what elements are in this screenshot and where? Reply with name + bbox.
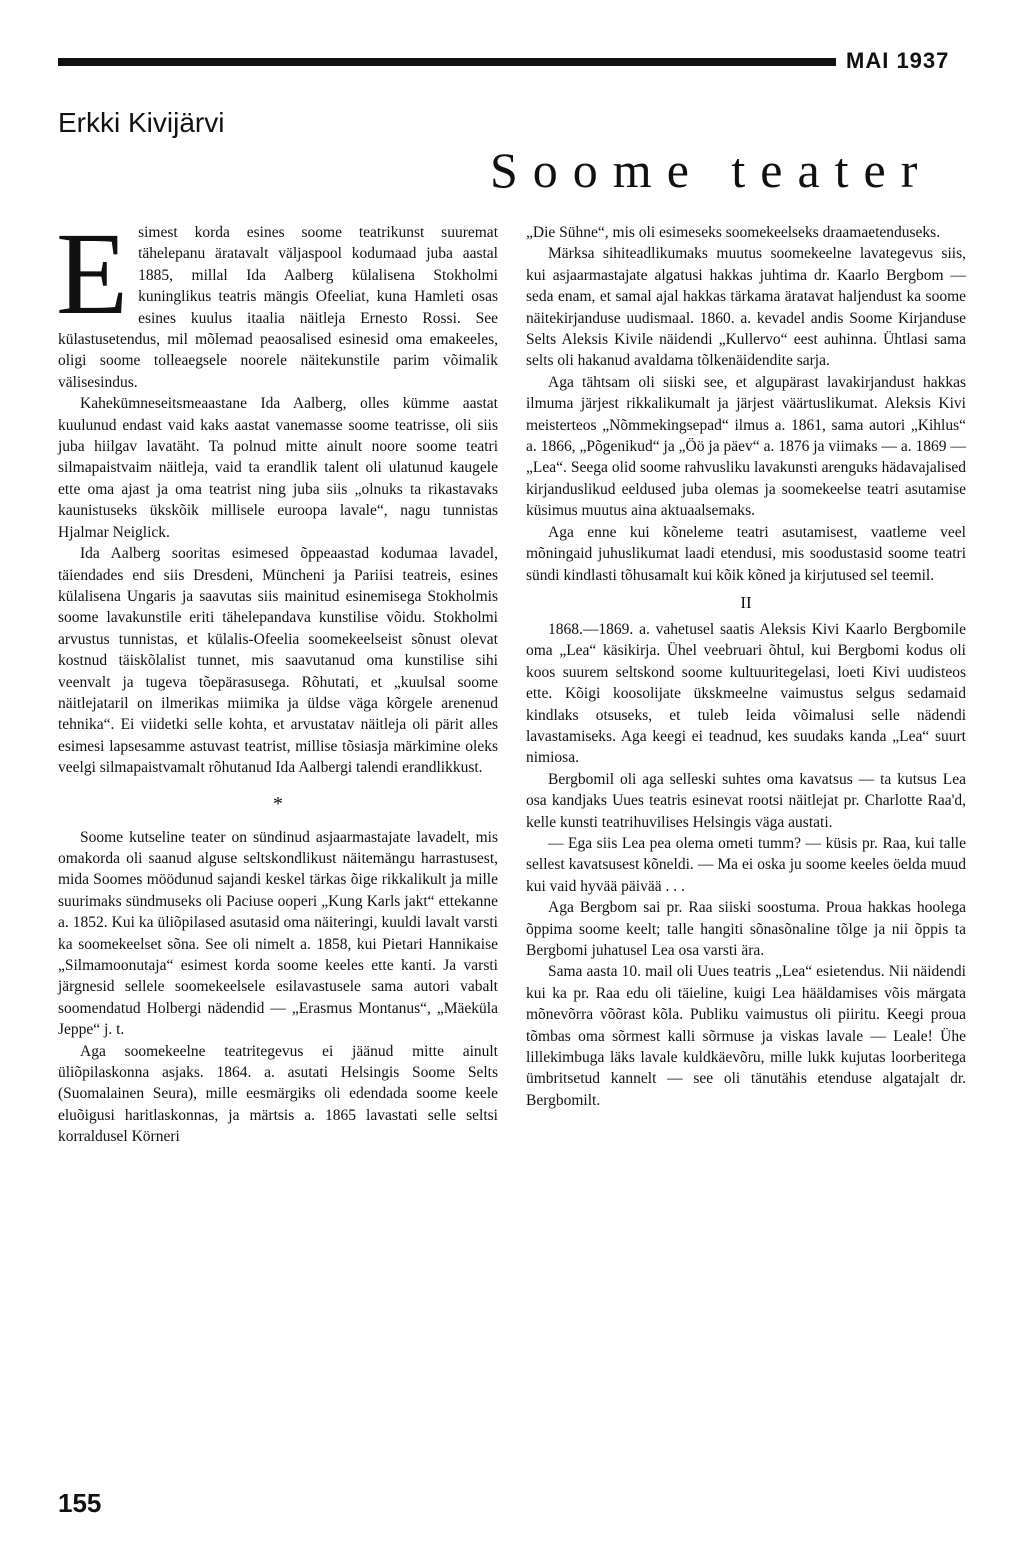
issue-date: MAI 1937 [846, 48, 950, 73]
paragraph-text: simest korda esines soome teatrikunst suuremat tähelepanu äratavalt väljaspool kodumaad juba aastal 1885, millal Ida Aalberg külalisena Stokholmi kuninglikus teatris mängis Ofeeliat, kuna Hamleti osas esines kuulus itaalia näitleja Ernesto Rossi. See külastusetendus, mil mõlemad peaosalised esinesid oma emakeeles, oligi soome tolleaegsele noorele näitekunstile parim võimalik välisesindus. [58, 224, 498, 391]
paragraph: Aga tähtsam oli siiski see, et algupärast lavakirjandust hakkas ilmuma järjest rikkalikumalt ja järjest väärtuslikumat. Aleksis Kivi meisterteos „Nõmmekingsepad“ ilmus a. 1861, sama autori „Kihlus“ a. 1866, „Põgenikud“ ja „Öö ja päev“ a. 1876 ja viimaks — a. 1869 — „Lea“. Seega olid soome rahvusliku lavakunsti arenguks hädavajalised kirjanduslikud eeldused juba olemas ja soomekeelse teatri asutamise küsimus muutus aina aktuaalsemaks. [526, 373, 966, 520]
paragraph: Bergbomil oli aga selleski suhtes oma kavatsus — ta kutsus Lea osa kandjaks Uues teatris esinevat rootsi näitlejat pr. Charlotte Raa'd, kelle kunsti teatrihuvilises Helsingis väga austati. [526, 770, 966, 831]
paragraph: Aga soomekeelne teatritegevus ei jäänud mitte ainult üliõpilaskonna asjaks. 1864. a. asutati Helsingis Soome Selts (Suomalainen Seura), mille eesmärgiks oli edendada soome keele eluõigusi haritlaskonnas, ja märtsis a. 1865 lavastati selle seltsi korraldusel Körneri [58, 1042, 498, 1146]
paragraph: Aga Bergbom sai pr. Raa siiski soostuma. Proua hakkas hoolega õppima soome keelt; talle hangiti sõnasõnaline tõlge ja nii õppis ta Bergbomi juhatusel Lea osa varsti ära. [526, 899, 966, 959]
header-rule [58, 58, 836, 66]
left-column [56, 208, 498, 1148]
right-column [526, 222, 966, 1111]
paragraph: Kahekümneseitsmeaastane Ida Aalberg, olles kümme aastat kuulunud endast vaid kaks aastat vanemasse soome teatrisse, oli siis juba hiilgav lavatäht. Ta polnud mitte ainult noore soome teatri silmapaistvaim näitleja, vaid ta erandlik talent oli ulatunud kaugele ette oma ajast ja oma teatrist ning juba siis „olnuks ta rikastavaks kaunistuseks ükskõik millisele euroopa lavale“, nagu tunnistas Hjalmar Neiglick. [58, 395, 498, 541]
paragraph: Soome kutseline teater on sündinud asjaarmastajate lavadelt, mis omakorda oli saanud alguse seltskondlikust näitemängu harrastusest, mida Soomes möödunud sajandi keskel tärkas õige rikkalikult ja mille suurimaks sündmuseks oli Paciuse ooperi „Kung Karls jakt“ ettekanne a. 1852. Kui ka üliõpilased asutasid oma näiteringi, kuuldi lavalt varsti ka soomekeelset sõna. See oli nimelt a. 1858, kui Pietari Hannikaise „Silmamoonutaja“ esimest korda soome keeles ette kanti. Ja varsti järgnesid sellele soomekeelsele esilavastusele sama autori vabalt soomendatud Holbergi nädendid — „Erasmus Montanus“, „Mäeküla Jeppe“ j. t. [58, 828, 498, 1039]
paragraph: „Die Sühne“, mis oli esimeseks soomekeelseks draamaetenduseks. [526, 224, 941, 241]
page-number: 155 [58, 1488, 102, 1518]
section-separator: * [273, 792, 283, 815]
paragraph: Aga enne kui kõneleme teatri asutamisest, vaatleme veel mõningaid juhuslikumat laadi etendusi, mis soodustasid soome teatri sündi kindlasti tõhusamalt kui kõik kõned ja kirjutused sel teemil. [526, 523, 966, 584]
paragraph: 1868.—1869. a. vahetusel saatis Aleksis Kivi Kaarlo Bergbomile oma „Lea“ käsikirja. Ühel veebruari õhtul, kui Bergbomi kodus oli koos suurem seltskond soome kultuuritegelasi, loeti Kivi uudisteos ette. Kõigi koosolijate ükskmeelne vaimustus selgus sedamaid kindlaks otsuseks, et tuleb leida võimalusi selle nädendi lavastamiseks. Aga keegi ei teadnud, kes suudaks kanda „Lea“ suurt nimiosa. [526, 620, 966, 767]
paragraph: — Ega siis Lea pea olema ometi tumm? — küsis pr. Raa, kui talle sellest kavatsusest kõneldi. — Ma ei oska ju soome keeles öelda muud kui vaid hyvää päivää . . . [526, 834, 966, 895]
paragraph: Sama aasta 10. mail oli Uues teatris „Lea“ esietendus. Nii näidendi kui ka pr. Raa edu oli täieline, kuigi Lea hääldamises võis märgata mõnevõrra võõrast kõla. Publiku vaimustus oli piiritu. Keegi proua tõmbas oma sõrmest kalli sõrmuse ja viskas lavale — Leale! Ühe lillekimbuga läks lavale kuldkäevõru, mille lukk kujutas loorberitega ümbritsetud kannelt — see oli tänutähis etenduse algatajalt dr. Bergbomilt. [526, 963, 966, 1109]
paragraph: Ida Aalberg sooritas esimesed õppeaastad kodumaa lavadel, täiendades end siis Dresdeni, Müncheni ja Pariisi teatreis, esines külalisena Ungaris ja saavutas siis mainitud esinemisega Stokholmis soome lavakunstile eriti tähelepandava kunstilise võidu. Stokholmi arvustus tunnistas, et külalis-Ofeelia soomekeelseist sõnust olevat kostnud täiskõlalist tunnet, mis saavutanud oma kunstilise sihi veenvalt ja tugeva tõepärasusega. Rõhutati, et „kuulsal soome näitlejataril on ilmerikas miimika ja üldse väga kõrgele arenenud tehnika“. Ei viidetki selle kohta, et arvustatav näitleja oli pärit alles esimesi lapsesamme astuvast teatrist, millise tõsiasja märkimine oleks veelgi silmapaistvamalt rõhutanud Ida Aalbergi talendi erandlikkust. [58, 545, 498, 777]
paragraph: Märksa sihiteadlikumaks muutus soomekeelne lavategevus siis, kui asjaarmastajate algatusi hakkas juhtima dr. Kaarlo Bergbom — seda enam, et samal ajal hakkas tärkama äratavat haljendust ka soome näitekirjanduse uudismaal. 1860. a. kevadel andis Soome Kirjanduse Selts Aleksis Kivile näidendi „Kullervo“ eest auhinna. Ühtlasi sama selts oli hakanud avaldama tõlkenäidendite sarja. [526, 245, 966, 370]
section-number: II [740, 592, 752, 612]
article-author: Erkki Kivijärvi [58, 107, 225, 138]
drop-cap: E [56, 208, 129, 339]
paragraph [56, 208, 498, 393]
article-title: Soome teater [490, 142, 933, 198]
